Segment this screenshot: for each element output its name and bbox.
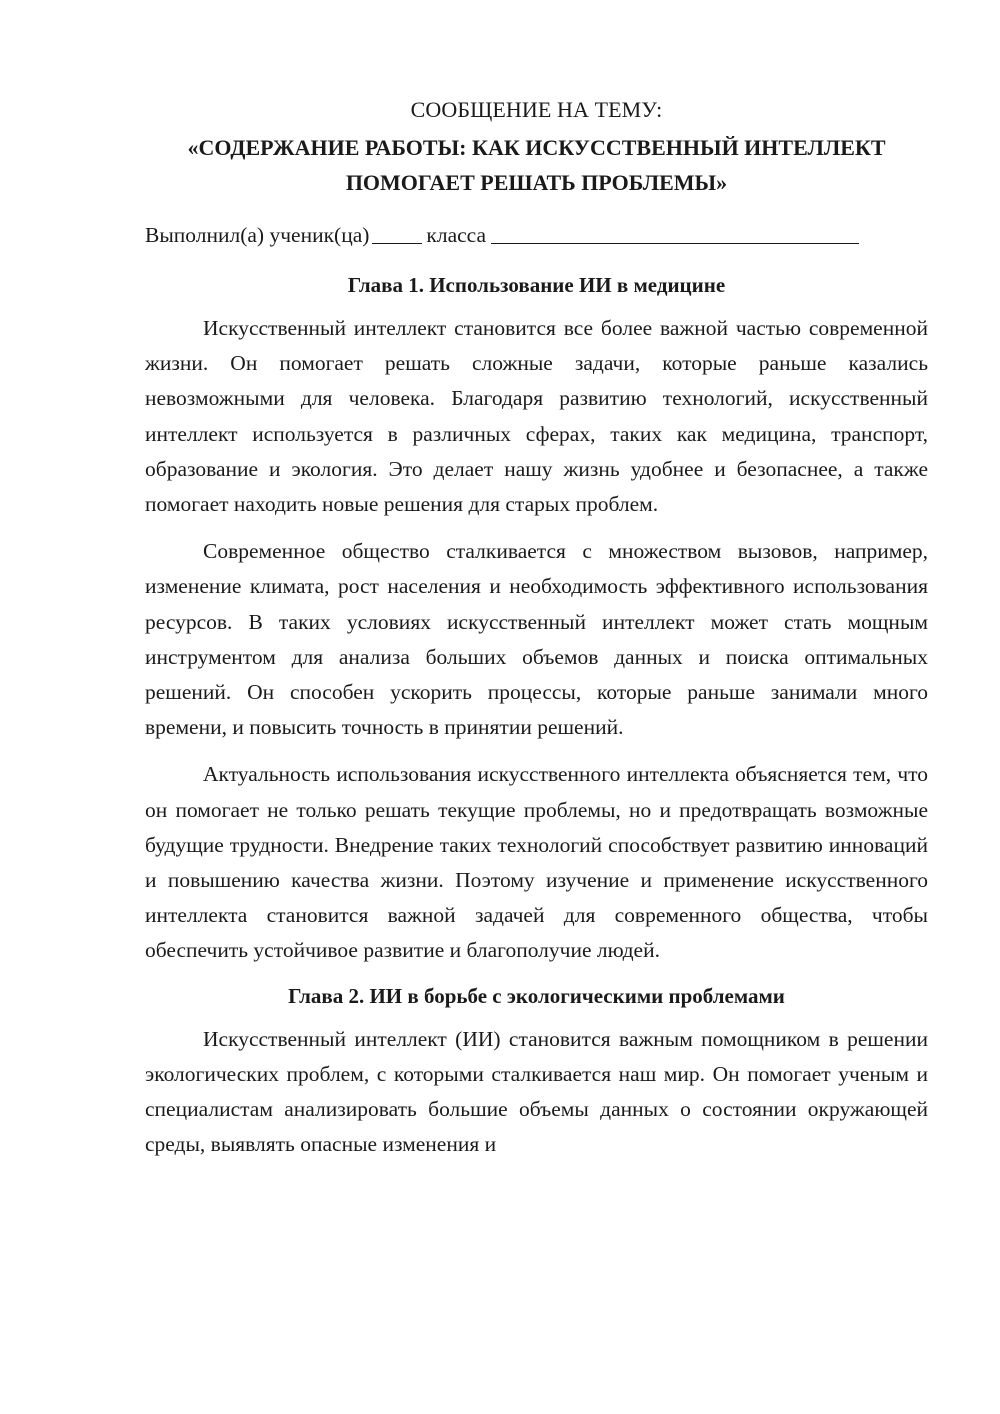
chapter-1-heading: Глава 1. Использование ИИ в медицине [347, 273, 726, 297]
grade-blank [372, 221, 422, 244]
document-title [145, 130, 928, 200]
title-line-2: ПОМОГАЕТ РЕШАТЬ ПРОБЛЕМЫ» [345, 170, 728, 195]
title-line-1: «СОДЕРЖАНИЕ РАБОТЫ: КАК ИСКУССТВЕННЫЙ ИНТЕЛЛЕКТ [187, 135, 886, 160]
chapter-1-paragraph-2: Современное общество сталкивается с множеством вызовов, например, изменение климата, рост населения и необходимость эффективного использования ресурсов. В таких условиях искусственный интеллект может стать мощным инструментом для анализа больших объемов данных и поиска оптимальных решений. Он способен ускорить процессы, которые раньше занимали много времени, и повысить точность в принятии решений. [145, 539, 928, 740]
name-blank [491, 221, 859, 244]
chapter-2-heading: Глава 2. ИИ в борьбе с экологическими проблемами [288, 983, 785, 1008]
author-line [145, 218, 928, 252]
document-type-line: СООБЩЕНИЕ НА ТЕМУ: [410, 97, 663, 122]
chapter-2-paragraph-1: Искусственный интеллект (ИИ) становится важным помощником в решении экологических проблем, с которыми сталкивается наш мир. Он помогает ученым и специалистам анализировать большие объемы данных о состоянии окружающей среды, выявлять опасные изменения и [145, 1026, 928, 1157]
document-page [145, 92, 928, 1162]
chapter-1-paragraph-1: Искусственный интеллект становится все более важной частью современной жизни. Он помогает решать сложные задачи, которые раньше казались невозможными для человека. Благодаря развитию технологий, искусственный интеллект используется в различных сферах, таких как медицина, транспорт, образование и экология. Это делает нашу жизнь удобнее и безопаснее, а также помогает находить новые решения для старых проблем. [145, 316, 928, 517]
class-label: класса [426, 223, 487, 247]
author-prefix: Выполнил(а) ученик(ца) [145, 223, 370, 247]
chapter-1-paragraph-3: Актуальность использования искусственного интеллекта объясняется тем, что он помогает не только решать текущие проблемы, но и предотвращать возможные будущие трудности. Внедрение таких технологий способствует развитию инноваций и повышению качества жизни. Поэтому изучение и применение искусственного интеллекта становится важной задачей для современного общества, чтобы обеспечить устойчивое развитие и благополучие людей. [145, 762, 928, 963]
